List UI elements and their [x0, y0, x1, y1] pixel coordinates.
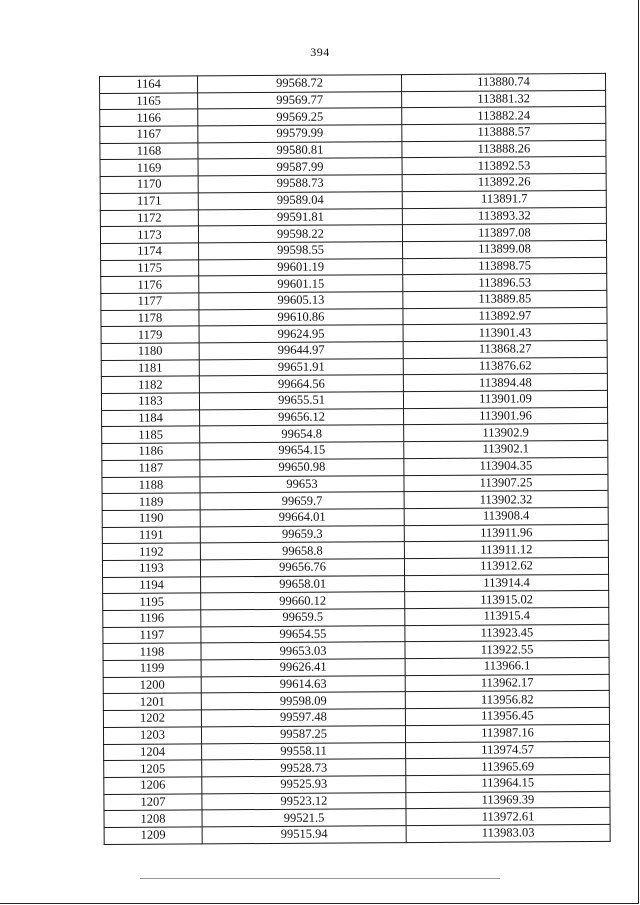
point-number-cell: 1173: [100, 226, 198, 243]
y-coordinate-cell: 113901.09: [403, 390, 607, 408]
point-number-cell: 1180: [101, 343, 199, 360]
point-number-cell: 1179: [101, 326, 199, 343]
point-number-cell: 1177: [101, 293, 199, 310]
x-coordinate-cell: 99651.91: [199, 358, 403, 376]
point-number-cell: 1167: [100, 126, 198, 143]
y-coordinate-cell: 113956.82: [405, 691, 609, 709]
y-coordinate-cell: 113881.32: [402, 90, 606, 108]
x-coordinate-cell: 99569.25: [198, 108, 402, 126]
x-coordinate-cell: 99656.76: [200, 559, 404, 577]
point-number-cell: 1164: [100, 76, 198, 93]
x-coordinate-cell: 99644.97: [199, 342, 403, 360]
point-number-cell: 1201: [103, 693, 201, 710]
y-coordinate-cell: 113893.32: [402, 207, 606, 225]
page-bottom-line: [140, 878, 500, 879]
y-coordinate-cell: 113892.97: [403, 307, 607, 325]
x-coordinate-cell: 99659.3: [200, 525, 404, 543]
x-coordinate-cell: 99598.22: [198, 225, 402, 243]
y-coordinate-cell: 113915.02: [405, 591, 609, 609]
x-coordinate-cell: 99601.15: [199, 275, 403, 293]
x-coordinate-cell: 99655.51: [199, 392, 403, 410]
point-number-cell: 1189: [102, 493, 200, 510]
y-coordinate-cell: 113894.48: [403, 374, 607, 392]
y-coordinate-cell: 113888.26: [402, 140, 606, 158]
y-coordinate-cell: 113966.1: [405, 657, 609, 675]
x-coordinate-cell: 99610.86: [199, 308, 403, 326]
point-number-cell: 1203: [103, 727, 201, 744]
x-coordinate-cell: 99653: [200, 475, 404, 493]
x-coordinate-cell: 99579.99: [198, 125, 402, 143]
x-coordinate-cell: 99525.93: [202, 776, 406, 794]
point-number-cell: 1175: [101, 259, 199, 276]
y-coordinate-cell: 113962.17: [405, 674, 609, 692]
y-coordinate-cell: 113902.9: [404, 424, 608, 442]
x-coordinate-cell: 99588.73: [198, 175, 402, 193]
coordinates-table-body: [100, 73, 611, 844]
x-coordinate-cell: 99614.63: [201, 675, 405, 693]
y-coordinate-cell: 113889.85: [403, 290, 607, 308]
x-coordinate-cell: 99587.25: [201, 725, 405, 743]
x-coordinate-cell: 99568.72: [198, 75, 402, 93]
point-number-cell: 1191: [102, 526, 200, 543]
y-coordinate-cell: 113972.61: [406, 808, 610, 826]
x-coordinate-cell: 99587.99: [198, 158, 402, 176]
y-coordinate-cell: 113974.57: [406, 741, 610, 759]
y-coordinate-cell: 113911.12: [404, 541, 608, 559]
x-coordinate-cell: 99528.73: [202, 759, 406, 777]
x-coordinate-cell: 99515.94: [202, 826, 406, 844]
point-number-cell: 1184: [102, 410, 200, 427]
x-coordinate-cell: 99658.8: [200, 542, 404, 560]
x-coordinate-cell: 99664.56: [199, 375, 403, 393]
coordinates-table: [99, 73, 611, 845]
point-number-cell: 1171: [100, 193, 198, 210]
x-coordinate-cell: 99521.5: [202, 809, 406, 827]
point-number-cell: 1195: [103, 593, 201, 610]
point-number-cell: 1190: [102, 510, 200, 527]
point-number-cell: 1174: [101, 243, 199, 260]
point-number-cell: 1198: [103, 643, 201, 660]
x-coordinate-cell: 99654.55: [201, 625, 405, 643]
y-coordinate-cell: 113880.74: [401, 73, 605, 91]
y-coordinate-cell: 113897.08: [402, 224, 606, 242]
point-number-cell: 1166: [100, 109, 198, 126]
point-number-cell: 1178: [101, 310, 199, 327]
point-number-cell: 1182: [101, 376, 199, 393]
y-coordinate-cell: 113923.45: [405, 624, 609, 642]
point-number-cell: 1196: [103, 610, 201, 627]
point-number-cell: 1176: [101, 276, 199, 293]
point-number-cell: 1165: [100, 93, 198, 110]
coordinates-table-container: [99, 73, 607, 845]
y-coordinate-cell: 113901.43: [403, 324, 607, 342]
point-number-cell: 1192: [102, 543, 200, 560]
point-number-cell: 1197: [103, 627, 201, 644]
point-number-cell: 1209: [104, 827, 202, 844]
y-coordinate-cell: 113912.62: [404, 557, 608, 575]
point-number-cell: 1199: [103, 660, 201, 677]
y-coordinate-cell: 113892.26: [402, 174, 606, 192]
x-coordinate-cell: 99601.19: [199, 258, 403, 276]
x-coordinate-cell: 99653.03: [201, 642, 405, 660]
point-number-cell: 1207: [104, 793, 202, 810]
point-number-cell: 1185: [102, 426, 200, 443]
y-coordinate-cell: 113896.53: [403, 274, 607, 292]
y-coordinate-cell: 113969.39: [406, 791, 610, 809]
point-number-cell: 1170: [100, 176, 198, 193]
x-coordinate-cell: 99569.77: [198, 91, 402, 109]
point-number-cell: 1208: [104, 810, 202, 827]
x-coordinate-cell: 99654.8: [200, 425, 404, 443]
x-coordinate-cell: 99591.81: [198, 208, 402, 226]
point-number-cell: 1200: [103, 677, 201, 694]
x-coordinate-cell: 99558.11: [202, 742, 406, 760]
y-coordinate-cell: 113882.24: [402, 107, 606, 125]
x-coordinate-cell: 99658.01: [201, 575, 405, 593]
point-number-cell: 1188: [102, 476, 200, 493]
y-coordinate-cell: 113891.7: [402, 190, 606, 208]
point-number-cell: 1204: [104, 743, 202, 760]
y-coordinate-cell: 113983.03: [406, 824, 610, 842]
x-coordinate-cell: 99650.98: [200, 458, 404, 476]
point-number-cell: 1168: [100, 143, 198, 160]
x-coordinate-cell: 99656.12: [200, 408, 404, 426]
y-coordinate-cell: 113915.4: [405, 607, 609, 625]
point-number-cell: 1194: [103, 577, 201, 594]
x-coordinate-cell: 99523.12: [202, 792, 406, 810]
y-coordinate-cell: 113892.53: [402, 157, 606, 175]
point-number-cell: 1205: [104, 760, 202, 777]
point-number-cell: 1181: [101, 360, 199, 377]
y-coordinate-cell: 113907.25: [404, 474, 608, 492]
point-number-cell: 1169: [100, 159, 198, 176]
y-coordinate-cell: 113899.08: [403, 240, 607, 258]
point-number-cell: 1193: [102, 560, 200, 577]
point-number-cell: 1186: [102, 443, 200, 460]
y-coordinate-cell: 113868.27: [403, 340, 607, 358]
y-coordinate-cell: 113901.96: [404, 407, 608, 425]
x-coordinate-cell: 99597.48: [201, 709, 405, 727]
y-coordinate-cell: 113876.62: [403, 357, 607, 375]
x-coordinate-cell: 99654.15: [200, 442, 404, 460]
point-number-cell: 1172: [100, 209, 198, 226]
x-coordinate-cell: 99589.04: [198, 191, 402, 209]
y-coordinate-cell: 113987.16: [405, 724, 609, 742]
x-coordinate-cell: 99626.41: [201, 659, 405, 677]
y-coordinate-cell: 113902.1: [404, 441, 608, 459]
x-coordinate-cell: 99659.5: [201, 609, 405, 627]
point-number-cell: 1206: [104, 777, 202, 794]
x-coordinate-cell: 99659.7: [200, 492, 404, 510]
y-coordinate-cell: 113911.96: [404, 524, 608, 542]
y-coordinate-cell: 113956.45: [405, 708, 609, 726]
page-number: 394: [310, 45, 330, 59]
x-coordinate-cell: 99624.95: [199, 325, 403, 343]
table-row: [104, 824, 610, 844]
point-number-cell: 1187: [102, 460, 200, 477]
x-coordinate-cell: 99660.12: [201, 592, 405, 610]
x-coordinate-cell: 99598.09: [201, 692, 405, 710]
y-coordinate-cell: 113914.4: [405, 574, 609, 592]
y-coordinate-cell: 113902.32: [404, 491, 608, 509]
point-number-cell: 1202: [103, 710, 201, 727]
y-coordinate-cell: 113922.55: [405, 641, 609, 659]
y-coordinate-cell: 113964.15: [406, 774, 610, 792]
y-coordinate-cell: 113898.75: [403, 257, 607, 275]
x-coordinate-cell: 99605.13: [199, 292, 403, 310]
x-coordinate-cell: 99580.81: [198, 141, 402, 159]
point-number-cell: 1183: [101, 393, 199, 410]
x-coordinate-cell: 99598.55: [199, 242, 403, 260]
y-coordinate-cell: 113888.57: [402, 123, 606, 141]
y-coordinate-cell: 113908.4: [404, 507, 608, 525]
y-coordinate-cell: 113904.35: [404, 457, 608, 475]
y-coordinate-cell: 113965.69: [406, 758, 610, 776]
x-coordinate-cell: 99664.01: [200, 509, 404, 527]
